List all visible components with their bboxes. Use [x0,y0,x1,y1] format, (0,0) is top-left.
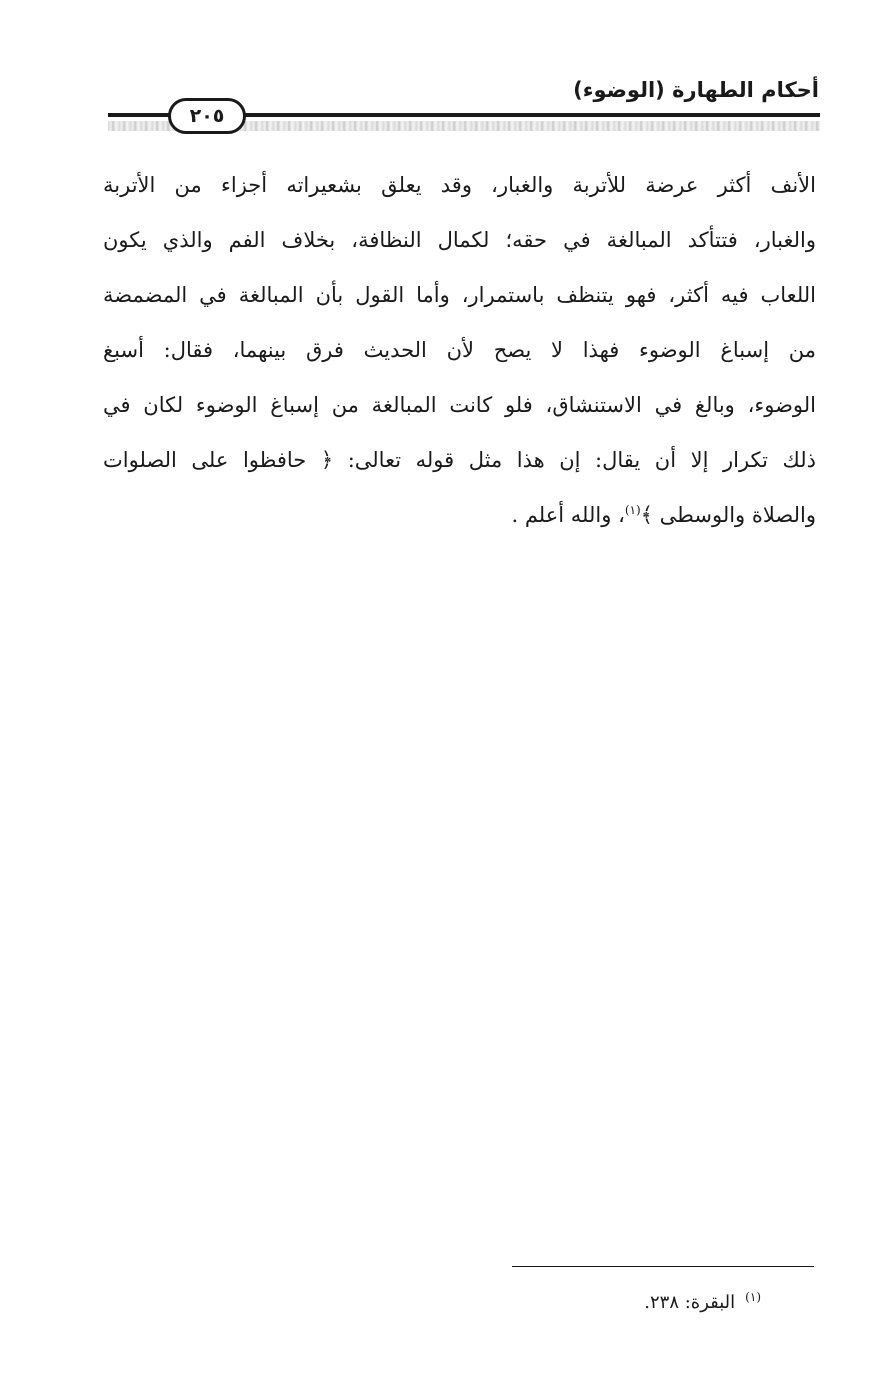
footnote-text: البقرة: ٢٣٨. [644,1292,736,1313]
running-header-title: أحكام الطهارة (الوضوء) [573,78,819,102]
footnote-reference: (١) [624,503,641,517]
footnote [644,1290,761,1313]
quran-quote: والصلاة والوسطى ﴾ [640,503,816,527]
footnote-separator [512,1266,814,1267]
body-line-5: الوضوء، وبالغ في الاستنشاق، فلو كانت المبالغة من إسباغ الوضوء لكان في [103,393,816,417]
closing-phrase: ، والله أعلم . [511,503,625,527]
body-line-4: من إسباغ الوضوء فهذا لا يصح لأن الحديث فرق بينهما، فقال: أسبغ [103,338,816,362]
page-number: ٢٠٥ [168,98,246,134]
body-line-2: والغبار، فتتأكد المبالغة في حقه؛ لكمال النظافة، بخلاف الفم والذي يكون [103,228,816,252]
body-line-6: ذلك تكرار إلا أن يقال: إن هذا مثل قوله تعالى: ﴿ حافظوا على الصلوات [103,448,816,472]
body-line-3: اللعاب فيه أكثر، فهو يتنظف باستمرار، وأما القول بأن المبالغة في المضمضة [103,283,816,307]
body-text [103,158,816,543]
footnote-marker: (١) [745,1290,761,1304]
body-line-7 [103,488,816,543]
body-line-1: الأنف أكثر عرضة للأتربة والغبار، وقد يعلق بشعيراته أجزاء من الأتربة [103,173,816,197]
